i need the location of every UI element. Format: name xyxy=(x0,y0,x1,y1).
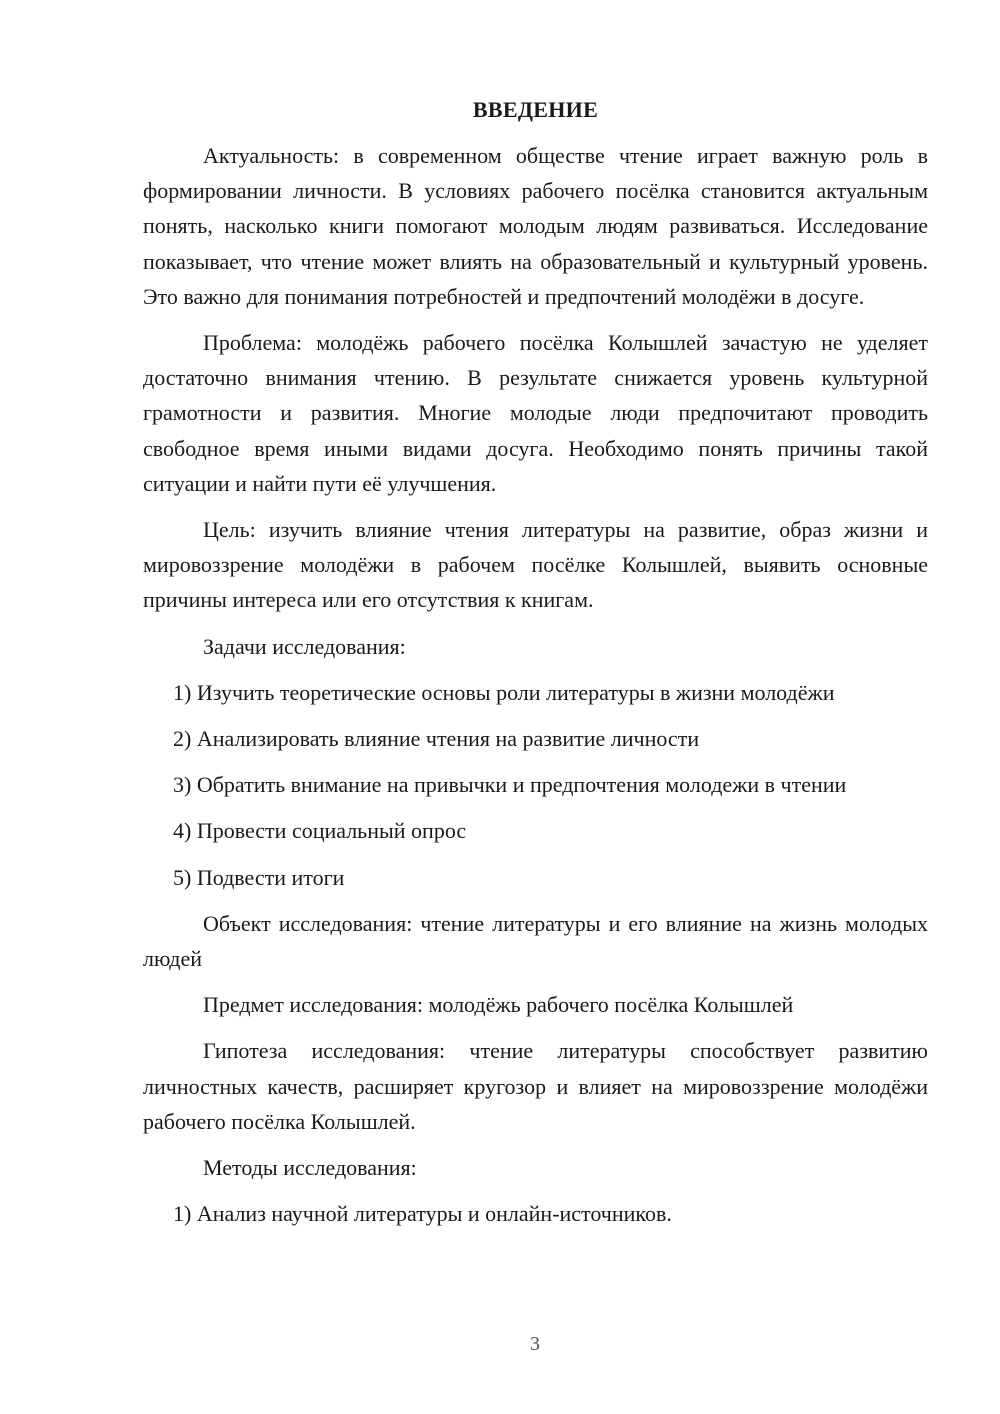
task-item-4: 4) Провести социальный опрос xyxy=(173,818,467,844)
task-item-3: 3) Обратить внимание на привычки и предпочтения молодежи в чтении xyxy=(173,772,847,798)
relevance-paragraph: Актуальность: в современном обществе чтение играет важную роль в формировании личности. В условиях рабочего посёлка становится актуальным понять, насколько книги помогают молодым людям развиваться. Исследование показывает, что чтение может влиять на образовательный и культурный уровень. Это важно для понимания потребностей и предпочтений молодёжи в досуге. xyxy=(143,143,928,309)
problem-paragraph: Проблема: молодёжь рабочего посёлка Колышлей зачастую не уделяет достаточно внимания чтению. В результате снижается уровень культурной грамотности и развития. Многие молодые люди предпочитают проводить свободное время иными видами досуга. Необходимо понять причины такой ситуации и найти пути её улучшения. xyxy=(143,330,928,496)
method-item-1: 1) Анализ научной литературы и онлайн-источников. xyxy=(173,1201,672,1227)
object-paragraph: Объект исследования: чтение литературы и его влияние на жизнь молодых людей xyxy=(143,910,928,972)
tasks-heading: Задачи исследования: xyxy=(203,633,406,659)
task-item-1: 1) Изучить теоретические основы роли литературы в жизни молодёжи xyxy=(173,679,835,705)
subject-paragraph: Предмет исследования: молодёжь рабочего посёлка Колышлей xyxy=(203,992,794,1018)
task-item-5: 5) Подвести итоги xyxy=(173,864,345,890)
page-number: 3 xyxy=(530,1333,540,1355)
section-title: ВВЕДЕНИЕ xyxy=(472,97,599,122)
document-page xyxy=(143,92,928,1242)
methods-heading: Методы исследования: xyxy=(203,1155,417,1181)
goal-paragraph: Цель: изучить влияние чтения литературы на развитие, образ жизни и мировоззрение молодёжи в рабочем посёлке Колышлей, выявить основные причины интереса или его отсутствия к книгам. xyxy=(143,517,928,613)
hypothesis-paragraph: Гипотеза исследования: чтение литературы способствует развитию личностных качеств, расширяет кругозор и влияет на мировоззрение молодёжи рабочего посёлка Колышлей. xyxy=(143,1038,928,1134)
task-item-2: 2) Анализировать влияние чтения на развитие личности xyxy=(173,726,700,752)
